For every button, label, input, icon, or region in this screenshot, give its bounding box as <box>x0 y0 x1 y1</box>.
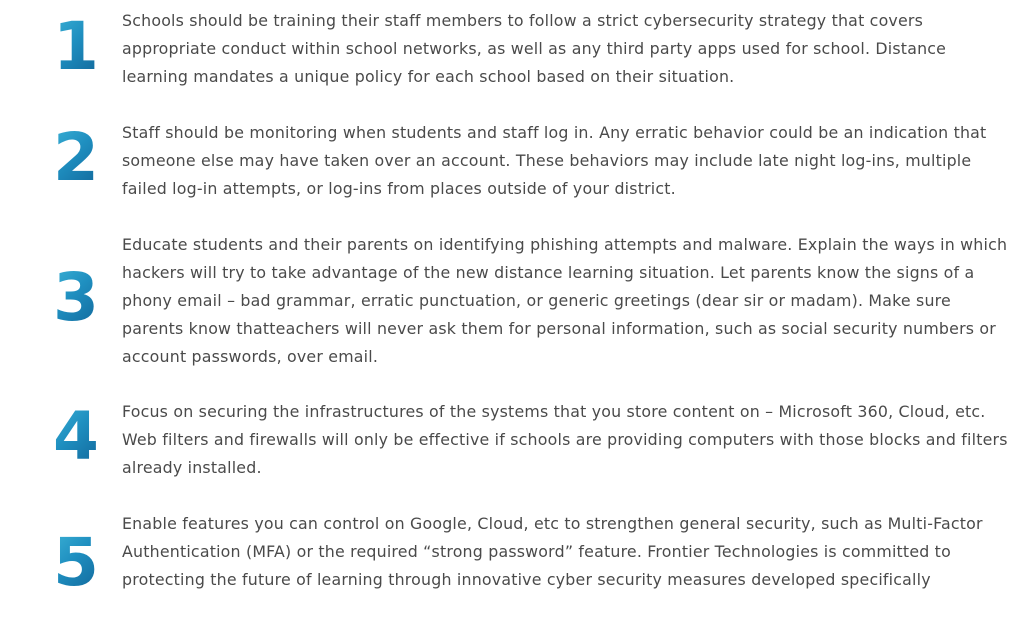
tip-number-2: 2 <box>44 125 106 191</box>
tip-number-3: 3 <box>44 265 106 331</box>
tip-text-1: Schools should be training their staff members to follow a strict cybersecurity strategy that covers appropriate conduct within school networks, as well as any third party apps used for school. Distance learning mandates a unique policy for each school based on their situation. <box>122 11 947 86</box>
tip-number-1: 1 <box>44 14 106 80</box>
tip-text-4: Focus on securing the infrastructures of the systems that you store content on – Microsoft 360, Cloud, etc. Web filters and firewalls will only be effective if schools are providing computers with those blocks and filters already installed. <box>122 402 1008 477</box>
tip-text-3: Educate students and their parents on identifying phishing attempts and malware. Explain the ways in which hackers will try to take advantage of the new distance learning situation. Let parents know the signs of a phony email – bad grammar, erratic punctuation, or generic greetings (dear sir or madam). Make sure parents know thatteachers will never ask them for personal information, such as social security numbers or account passwords, over email. <box>122 235 1008 366</box>
tip-number-5: 5 <box>44 530 106 596</box>
tip-number-4: 4 <box>44 404 106 470</box>
tip-text-2: Staff should be monitoring when students and staff log in. Any erratic behavior could be an indication that someone else may have taken over an account. These behaviors may include late night log-ins, multiple failed log-in attempts, or log-ins from places outside of your district. <box>122 123 987 198</box>
tip-text-5: Enable features you can control on Google, Cloud, etc to strengthen general security, such as Multi-Factor Authentication (MFA) or the required “strong password” feature. Frontier Technologies is committed to protecting the future of learning through innovative cyber security measures developed specifically <box>122 514 983 589</box>
